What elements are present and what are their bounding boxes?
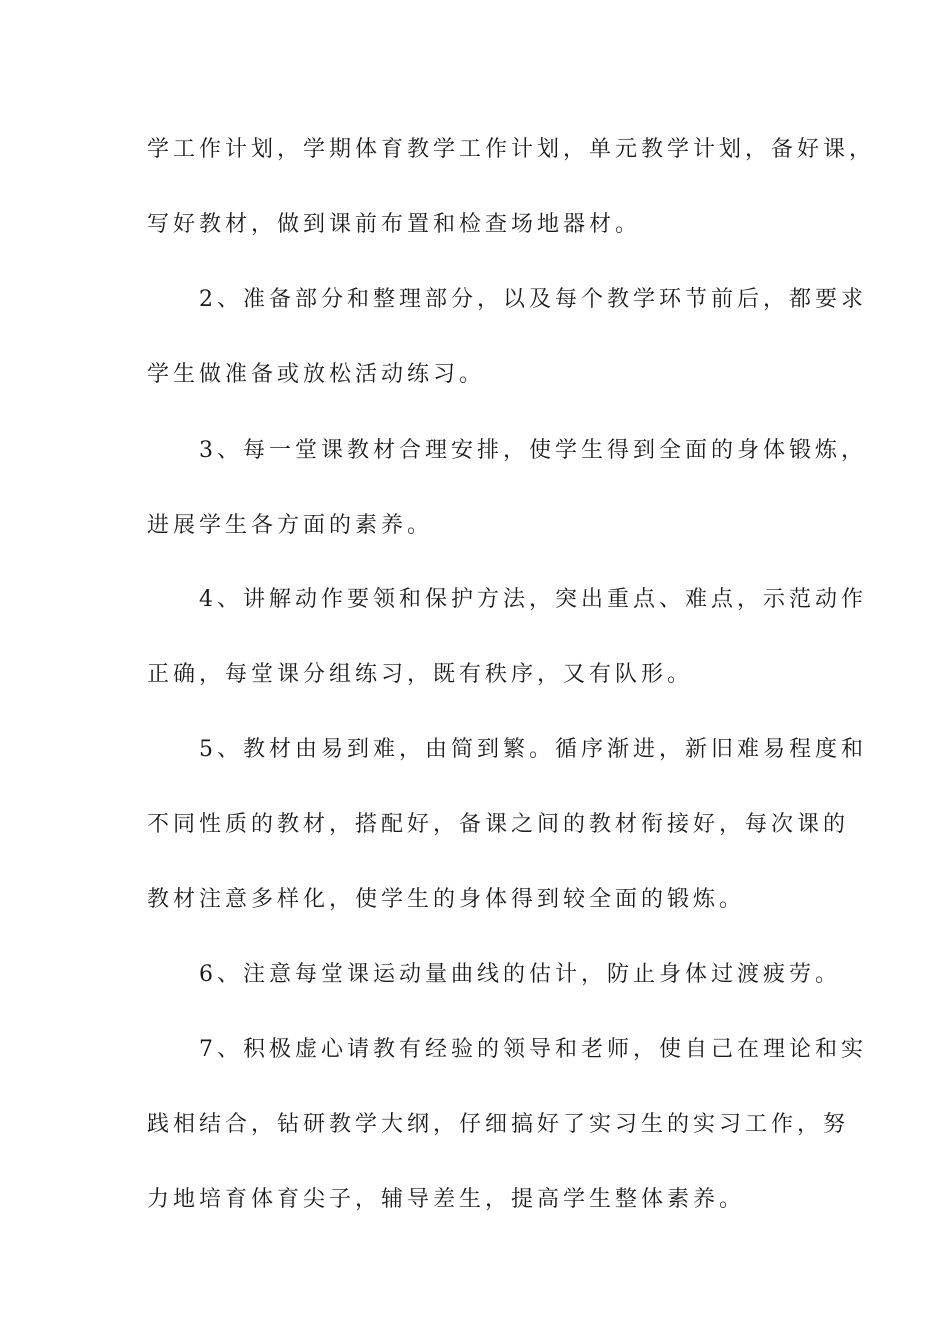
text-line-2: 写好教材，做到课前布置和检查场地器材。: [147, 212, 642, 237]
text-line-11: 教材注意多样化，使学生的身体得到较全面的锻炼。: [147, 887, 746, 912]
text-line-5: 3、每一堂课教材合理安排，使学生得到全面的身体锻炼，: [147, 438, 867, 463]
text-line-4: 学生做准备或放松活动练习。: [147, 362, 486, 387]
text-line-3: 2、准备部分和整理部分，以及每个教学环节前后，都要求: [147, 287, 867, 312]
text-line-12: 6、注意每堂课运动量曲线的估计，防止身体过渡疲劳。: [147, 962, 841, 987]
text-line-8: 正确，每堂课分组练习，既有秩序，又有队形。: [147, 662, 694, 687]
text-line-13: 7、积极虚心请教有经验的领导和老师，使自己在理论和实: [147, 1037, 867, 1062]
text-line-15: 力地培育体育尖子，辅导差生，提高学生整体素养。: [147, 1187, 746, 1212]
text-line-7: 4、讲解动作要领和保护方法，突出重点、难点，示范动作: [147, 587, 867, 612]
text-line-9: 5、教材由易到难，由简到繁。循序渐进，新旧难易程度和: [147, 737, 867, 762]
text-line-14: 践相结合，钻研教学大纲，仔细搞好了实习生的实习工作，努: [147, 1112, 850, 1137]
text-line-6: 进展学生各方面的素养。: [147, 513, 434, 538]
text-line-1: 学工作计划，学期体育教学工作计划，单元教学计划，备好课，: [147, 137, 876, 162]
text-line-10: 不同性质的教材，搭配好，备课之间的教材衔接好，每次课的: [147, 812, 850, 837]
